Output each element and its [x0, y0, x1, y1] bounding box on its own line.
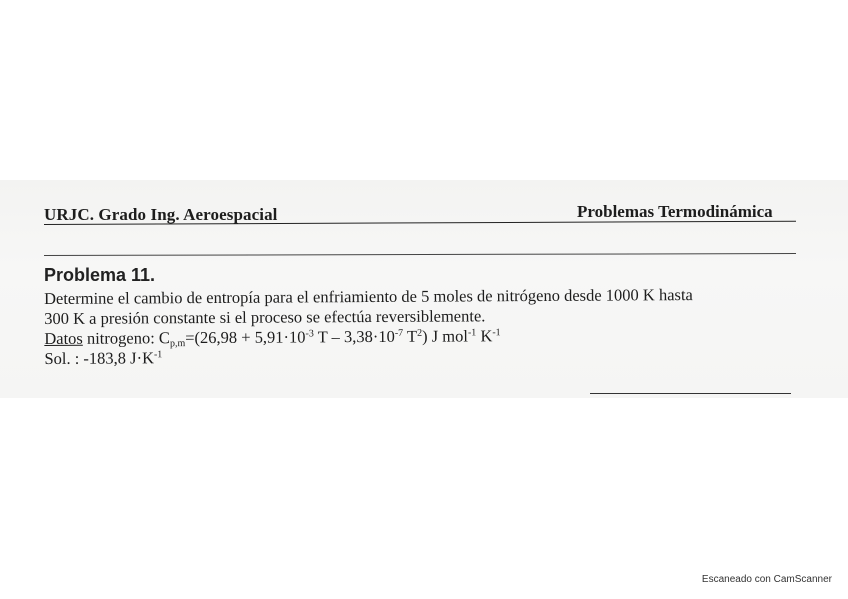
cp-exponent-4: -1 [467, 327, 477, 339]
statement-line-1: Determine el cambio de entropía para el enfriamiento de 5 moles de nitrógeno desde 1000 K hasta [44, 285, 693, 308]
cp-equation-part-4: ) J mol [422, 326, 469, 346]
cp-exponent-1: -3 [305, 328, 314, 340]
scanner-watermark: Escaneado con CamScanner [701, 574, 832, 585]
closing-rule [590, 393, 791, 394]
cp-exponent-2: -7 [394, 327, 404, 339]
solution-value: Sol. : -183,8 J·K [44, 348, 155, 368]
datos-substance: nitrogeno: [82, 328, 159, 348]
course-header: URJC. Grado Ing. Aeroespacial [44, 205, 278, 224]
cp-exponent-3: 2 [417, 327, 423, 339]
document-title-header: Problemas Termodinámica [577, 202, 773, 221]
statement-line-2: 300 K a presión constante si el proceso se efectúa reversiblemente. [44, 306, 486, 328]
cp-subscript: p,m [169, 338, 186, 350]
solution-exponent: -1 [153, 349, 163, 361]
cp-exponent-5: -1 [492, 327, 501, 339]
cp-equation-part-2: T – 3,38·10 [313, 326, 395, 347]
cp-equation-part-1: =(26,98 + 5,91·10 [185, 327, 306, 348]
problem-title: Problema 11. [44, 265, 156, 285]
cp-symbol: C [158, 328, 170, 348]
cp-equation-part-3: T [403, 326, 418, 346]
cp-equation-part-5: K [476, 326, 493, 346]
problem-statement [44, 285, 693, 369]
solution-line [44, 345, 693, 369]
datos-label: Datos [44, 328, 83, 348]
